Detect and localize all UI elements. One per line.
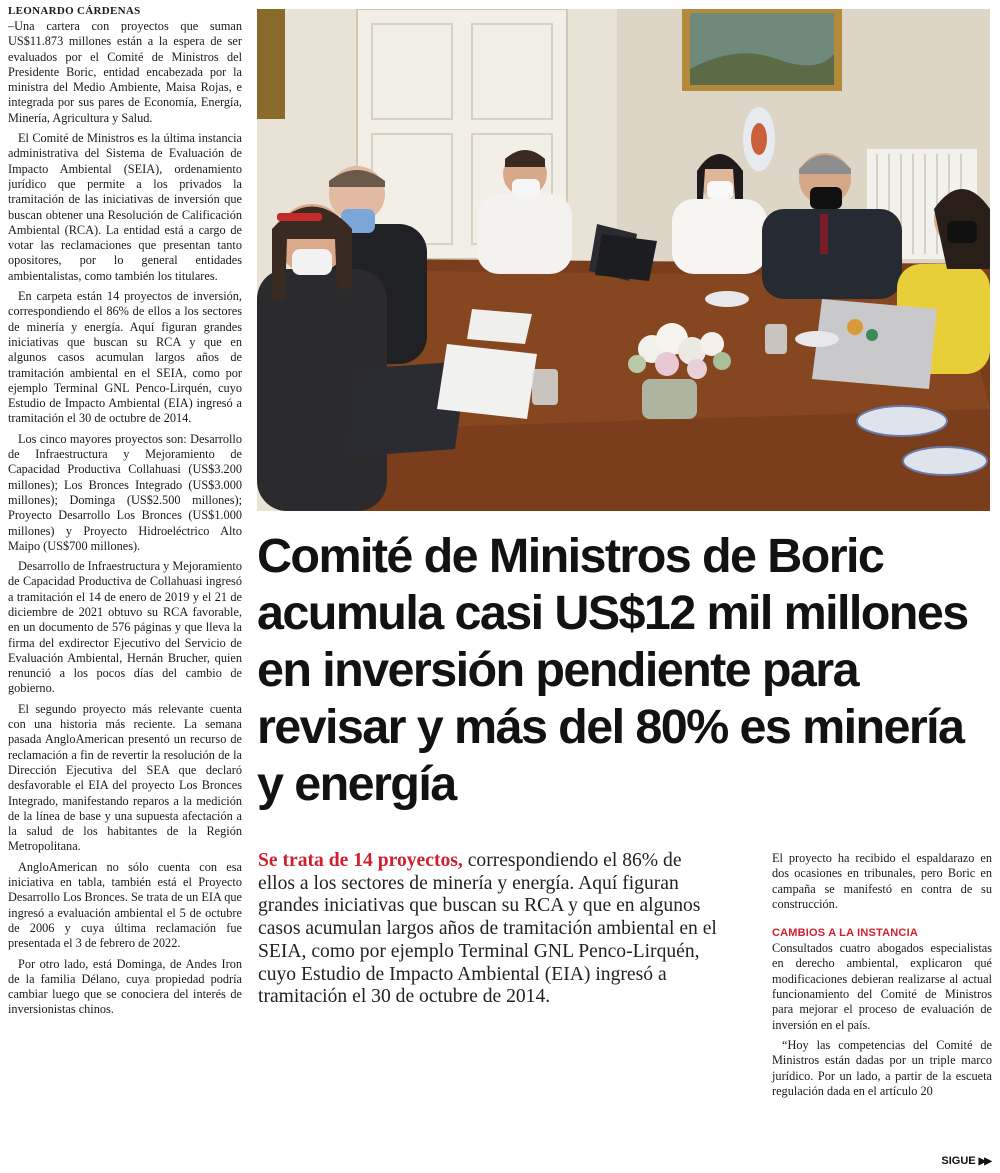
lead-highlight: Se trata de 14 proyectos, [258,850,463,871]
headline: Comité de Ministros de Boric acumula casi US$12 mil millones en inversión pendiente para revisar y más del 80% es minería y energía [257,529,968,811]
right-column [772,851,992,1104]
body-paragraph: Por otro lado, está Dominga, de Andes Iron de la familia Délano, cuya propiedad podría cambiar luego que se conociera del interés de inversionistas chinos. [8,956,242,1017]
meeting-photo-illustration [257,9,990,511]
body-paragraph: El proyecto ha recibido el espaldarazo en dos ocasiones en tribunales, pero Boric en campaña se manifestó en contra de su construcción. [772,851,992,911]
continue-marker [941,1155,990,1167]
body-paragraph: El Comité de Ministros es la última instancia administrativa del Sistema de Evaluación de Impacto Ambiental (SEIA), ordenamiento jurídico que permite a los privados la tramitación de las iniciativas de inversión que buscan obtener una Resolución de Calificación Ambiental (RCA). La entidad está a cargo de votar las reclamaciones que presentan tanto opositores, por lo general entidades ambientalistas, como también los titulares. [8,131,242,283]
section-subhead: CAMBIOS A LA INSTANCIA [772,927,918,940]
byline: LEONARDO CÁRDENAS [8,5,141,17]
continue-label: SIGUE [941,1155,976,1167]
body-paragraph: Los cinco mayores proyectos son: Desarrollo de Infraestructura y Mejoramiento de Capacidad Productiva Collahuasi (US$3.200 millones); Los Bronces Integrado (US$3.000 millones); Dominga (US$2.500 millones); Proyecto Desarrollo Los Bronces (US$1.000 millones) y Proyecto Hidroeléctrico Alto Maipo (US$700 millones). [8,431,242,553]
meeting-photo [257,9,990,511]
lead-paragraph [258,850,718,1009]
body-paragraph: –Una cartera con proyectos que suman US$11.873 millones están a la espera de ser evaluados por el Comité de Ministros del Presidente Boric, entidad encabezada por la ministra del Medio Ambiente, Maisa Rojas, e integrada por sus pares de Economía, Energía, Minería, Agricultura y Salud. [8,19,242,125]
body-paragraph: “Hoy las competencias del Comité de Ministros están dadas por un triple marco jurídico. Por un lado, a partir de la escueta regulación dada en el artículo 20 [772,1037,992,1098]
body-paragraph: En carpeta están 14 proyectos de inversión, correspondiendo el 86% de ellos a los sectores de minería y energía. Aquí figuran grandes iniciativas que buscan su RCA y que en algunos casos acumulan largos años de tramitación ambiental en el SEIA, como por ejemplo Terminal GNL Penco-Lirquén, cuyo Estudio de Impacto Ambiental (EIA) ingresó a tramitación el 30 de octubre de 2014. [8,289,242,426]
body-paragraph: AngloAmerican no sólo cuenta con esa iniciativa en tabla, también está el Proyecto Desarrollo Los Bronces. Se trata de un EIA que ingresó a evaluación ambiental el 5 de octubre de 2006 y cuya última reclamación fue presentada el 3 de febrero de 2022. [8,859,242,951]
lead-text: correspondiendo el 86% de ellos a los sectores de minería y energía. Aquí figuran grandes iniciativas que buscan su RCA y que en algunos casos acumulan largos años de tramitación ambiental en el SEIA, como por ejemplo Terminal GNL Penco-Lirquén, cuyo Estudio de Impacto Ambiental (EIA) ingresó a tramitación el 30 de octubre de 2014. [258,850,717,1008]
body-paragraph: Consultados cuatro abogados especialistas en derecho ambiental, explicaron qué modificaciones debieran realizarse al actual funcionamiento del Comité de Ministros para mejorar el proceso de evaluación de inversión en el país. [772,941,992,1032]
body-paragraph: El segundo proyecto más relevante cuenta con una historia más reciente. La semana pasada AngloAmerican presentó un recurso de reclamación a fin de revertir la resolución de la Dirección Ejecutiva del SEA que declaró desfavorable el EIA del proyecto Los Bronces Integrado, manifestando reparos a la medición de la línea de base y una supuesta afectación a la salud de los habitantes de la Región Metropolitana. [8,701,242,854]
left-column [8,4,242,1170]
body-paragraph: Desarrollo de Infraestructura y Mejoramiento de Capacidad Productiva de Collahuasi ingresó a tramitación el 14 de enero de 2019 y el 21 de diciembre de 2021 obtuvo su RCA favorable, en un documento de 576 páginas y que lleva la firma del exdirector Ejecutivo del Servicio de Evaluación Ambiental, Hernán Brucher, quien renunció a los pocos días del cambio de gobierno. [8,559,242,696]
double-right-arrow-icon: ▶▶ [978,1155,990,1167]
